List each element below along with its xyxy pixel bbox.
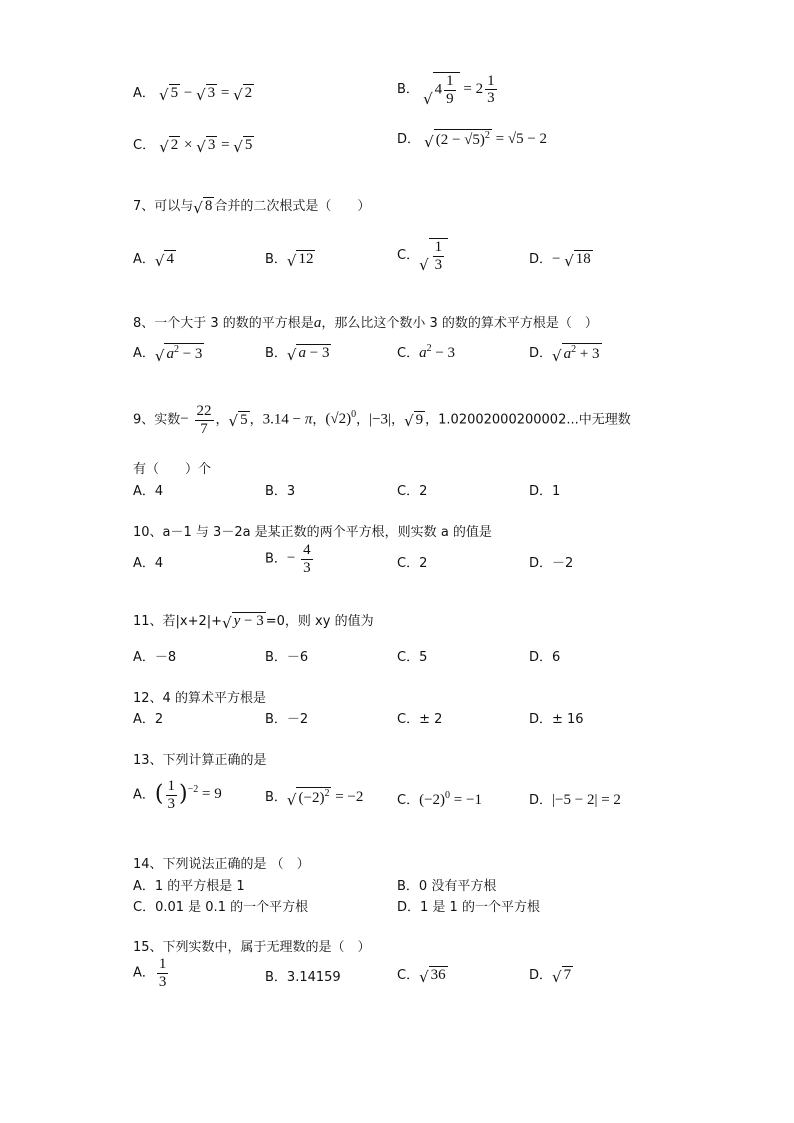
q9-option-d[interactable]: D．1 — [529, 484, 561, 499]
q12-stem: 12、4 的算术平方根是 — [133, 691, 266, 706]
q6-option-d-expr: √ $(2 - √5)^2$ = √5 − 2 — [424, 130, 548, 151]
q9-option-b[interactable]: B．3 — [265, 484, 296, 499]
q8-option-d[interactable]: D． √ $a^2 + 3$ — [529, 344, 600, 365]
q6-option-b-expr: √ 4 $\frac{1}{9}$ = 2 $\frac{1}{3}$ — [423, 72, 495, 108]
q9-stem: 9、实数− $\frac{22}{7}$ ， √ 5 ，3.14 − π，$(√2)^0$，|−3|， √ 9 ，1.02002000200002...中无理数 — [133, 403, 631, 437]
q15-option-a[interactable]: A． $\frac{1}{3}$ — [133, 956, 167, 990]
q14-option-a[interactable]: A．1 的平方根是 1 — [133, 879, 245, 894]
q8-option-c[interactable]: C．$a^2 - 3$ — [397, 343, 456, 361]
q6-option-d[interactable]: D． √ $(2 - √5)^2$ = √5 − 2 — [397, 130, 548, 151]
q8-option-b[interactable]: B． √ a − 3 — [265, 345, 330, 364]
q15-option-b[interactable]: B．3.14159 — [265, 970, 341, 985]
q9-option-c[interactable]: C．2 — [397, 484, 428, 499]
q14-option-c[interactable]: C．0.01 是 0.1 的一个平方根 — [133, 900, 309, 915]
q13-option-a[interactable]: A．( $\frac{1}{3}$ )$^{-2}$ = 9 — [133, 778, 222, 812]
q14-stem: 14、下列说法正确的是 （ ） — [133, 857, 310, 872]
q6-option-a-expr: √ 5 − √ 3 = √ 2 — [159, 85, 253, 104]
q7-option-d[interactable]: D．− √ 18 — [529, 251, 591, 270]
q6-option-b[interactable]: B． √ 4 $\frac{1}{9}$ = 2 $\frac{1}{3}$ — [397, 72, 499, 107]
q12-option-c[interactable]: C．± 2 — [397, 712, 443, 727]
q15-option-d[interactable]: D． √ 7 — [529, 967, 572, 986]
q7-stem: 7、可以与 √ 8 合并的二次根式是（ ） — [133, 198, 371, 217]
q12-option-b[interactable]: B．－2 — [265, 712, 309, 727]
q10-option-d[interactable]: D．－2 — [529, 556, 574, 571]
q10-option-c[interactable]: C．2 — [397, 556, 428, 571]
q13-option-c[interactable]: C．$(-2)^0 = -1$ — [397, 790, 482, 808]
q11-option-d[interactable]: D．6 — [529, 650, 561, 665]
q6-option-a[interactable]: A． √ 5 − √ 3 = √ 2 — [133, 85, 253, 104]
q11-option-c[interactable]: C．5 — [397, 650, 428, 665]
q14-option-b[interactable]: B．0 没有平方根 — [397, 879, 497, 894]
q8-option-a[interactable]: A． √ $a^2 - 3$ — [133, 344, 203, 365]
q9-option-a[interactable]: A．4 — [133, 484, 164, 499]
q13-option-b[interactable]: B． √ $(-2)^2$ = −2 — [265, 788, 364, 809]
q14-option-d[interactable]: D．1 是 1 的一个平方根 — [397, 900, 540, 915]
q10-stem: 10、a－1 与 3－2a 是某正数的两个平方根，则实数 a 的值是 — [133, 525, 492, 540]
q7-option-c[interactable]: C． √ $\frac{1}{3}$ — [397, 238, 448, 273]
q13-stem: 13、下列计算正确的是 — [133, 753, 267, 768]
q13-option-d[interactable]: D．|−5 − 2| = 2 — [529, 792, 621, 808]
q10-option-a[interactable]: A．4 — [133, 556, 164, 571]
q11-stem: 11、若|x+2|+ √ y − 3 =0，则 xy 的值为 — [133, 613, 374, 632]
q6-option-c-expr: √ 2 × √ 3 = √ 5 — [159, 137, 253, 156]
q11-option-b[interactable]: B．－6 — [265, 650, 309, 665]
q11-option-a[interactable]: A．－8 — [133, 650, 177, 665]
q7-option-b[interactable]: B． √ 12 — [265, 251, 314, 270]
q15-option-c[interactable]: C． √ 36 — [397, 967, 446, 986]
q8-stem: 8、一个大于 3 的数的平方根是a，那么比这个数小 3 的数的算术平方根是（ ） — [133, 315, 598, 331]
q10-option-b[interactable]: B．− $\frac{4}{3}$ — [265, 542, 311, 576]
q9-stem-line2: 有（ ）个 — [133, 462, 212, 477]
q6-option-c[interactable]: C． √ 2 × √ 3 = √ 5 — [133, 137, 253, 156]
q12-option-d[interactable]: D．± 16 — [529, 712, 584, 727]
q15-stem: 15、下列实数中，属于无理数的是（ ） — [133, 940, 371, 955]
q7-option-a[interactable]: A． √ 4 — [133, 251, 174, 270]
q12-option-a[interactable]: A．2 — [133, 712, 164, 727]
